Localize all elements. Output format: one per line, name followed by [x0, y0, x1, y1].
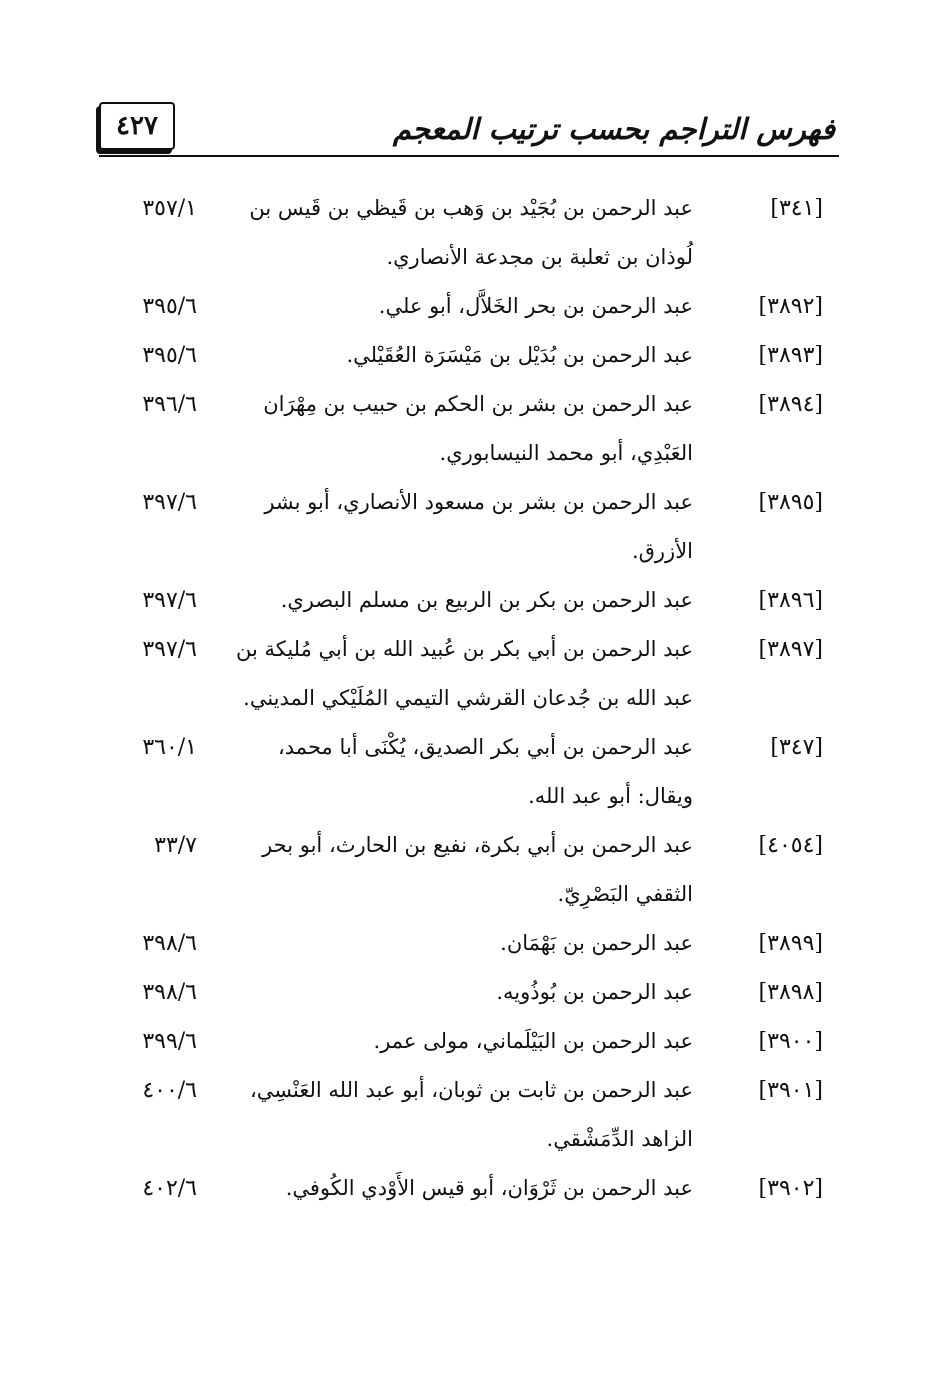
entry-name-line: عبد الرحمن بن بَهْمَان. — [500, 931, 693, 955]
entry-name-line: عبد الرحمن بن أبي بكر الصديق، يُكْنَى أبا محمد، — [278, 735, 693, 759]
entry-name-line: ويقال: أبو عبد الله. — [528, 784, 693, 808]
entry-name-line: لُوذان بن ثعلبة بن مجدعة الأنصاري. — [386, 245, 693, 269]
volume-page-reference: ٣٩٧/٦ — [142, 637, 197, 662]
volume-page-reference: ٣٦٠/١ — [142, 735, 197, 760]
entry-number: [٣٨٩٥] — [758, 490, 823, 515]
entry-number: [٣٤٧] — [770, 735, 823, 760]
entry-number: [٣٤١] — [770, 196, 823, 221]
entry-name-line: عبد الرحمن بن بُدَيْل بن مَيْسَرَة العُقَيْلي. — [346, 343, 693, 367]
entry-name-line: الزاهد الدِّمَشْقي. — [546, 1127, 693, 1151]
entry-name-line: عبد الله بن جُدعان القرشي التيمي المُلَيْكي المديني. — [243, 686, 693, 710]
entry-number: [٣٨٩٩] — [758, 931, 823, 956]
entry-name-line: عبد الرحمن بن بشر بن الحكم بن حبيب بن مِهْرَان — [263, 392, 693, 416]
entry-name-line: عبد الرحمن بن بُجَيْد بن وَهب بن قَيظي بن قَيس بن — [249, 196, 693, 220]
entry-name-line: عبد الرحمن بن بشر بن مسعود الأنصاري، أبو بشر — [264, 490, 693, 514]
entry-name-line: الثقفي البَصْرِيّ. — [557, 882, 693, 906]
volume-page-reference: ٣٩٨/٦ — [142, 931, 197, 956]
volume-page-reference: ٤٠٠/٦ — [142, 1078, 197, 1103]
entry-number: [٣٩٠٢] — [758, 1176, 823, 1201]
entry-number: [٣٨٩٦] — [758, 588, 823, 613]
entry-number: [٣٨٩٣] — [758, 343, 823, 368]
volume-page-reference: ٣٩٦/٦ — [142, 392, 197, 417]
entry-number: [٣٩٠١] — [758, 1078, 823, 1103]
entry-name-line: عبد الرحمن بن بحر الخَلاَّل، أبو علي. — [378, 294, 693, 318]
entry-name-line: عبد الرحمن بن بكر بن الربيع بن مسلم البصري. — [280, 588, 693, 612]
entry-name-line: عبد الرحمن بن بُوذُويه. — [496, 980, 693, 1004]
entry-name-line: عبد الرحمن بن ثَرْوَان، أبو قيس الأَوْدي الكُوفي. — [285, 1176, 693, 1200]
entry-name-line: الأزرق. — [631, 539, 693, 563]
volume-page-reference: ٣٩٥/٦ — [142, 294, 197, 319]
running-header-title: فهرس التراجم بحسب ترتيب المعجم — [392, 112, 835, 146]
entry-number: [٤٠٥٤] — [758, 833, 823, 858]
entry-number: [٣٨٩٢] — [758, 294, 823, 319]
entry-number: [٣٨٩٤] — [758, 392, 823, 417]
volume-page-reference: ٣٩٥/٦ — [142, 343, 197, 368]
volume-page-reference: ٣٥٧/١ — [142, 196, 197, 221]
entry-name-line: عبد الرحمن بن البَيْلَماني، مولى عمر. — [373, 1029, 693, 1053]
volume-page-reference: ٣٩٧/٦ — [142, 490, 197, 515]
entry-name-line: العَبْدِي، أبو محمد النيسابوري. — [439, 441, 693, 465]
volume-page-reference: ٣٩٩/٦ — [142, 1029, 197, 1054]
page-number: ٤٢٧ — [116, 111, 158, 141]
entry-name-line: عبد الرحمن بن أبي بكرة، نفيع بن الحارث، أبو بحر — [262, 833, 693, 857]
volume-page-reference: ٤٠٢/٦ — [142, 1176, 197, 1201]
entry-number: [٣٨٩٨] — [758, 980, 823, 1005]
volume-page-reference: ٣٩٨/٦ — [142, 980, 197, 1005]
entry-number: [٣٨٩٧] — [758, 637, 823, 662]
entry-name-line: عبد الرحمن بن ثابت بن ثوبان، أبو عبد الله العَنْسِي، — [250, 1078, 693, 1102]
volume-page-reference: ٣٩٧/٦ — [142, 588, 197, 613]
entry-name-line: عبد الرحمن بن أبي بكر بن عُبيد الله بن أبي مُليكة بن — [235, 637, 693, 661]
entry-number: [٣٩٠٠] — [758, 1029, 823, 1054]
volume-page-reference: ٣٣/٧ — [154, 833, 197, 858]
